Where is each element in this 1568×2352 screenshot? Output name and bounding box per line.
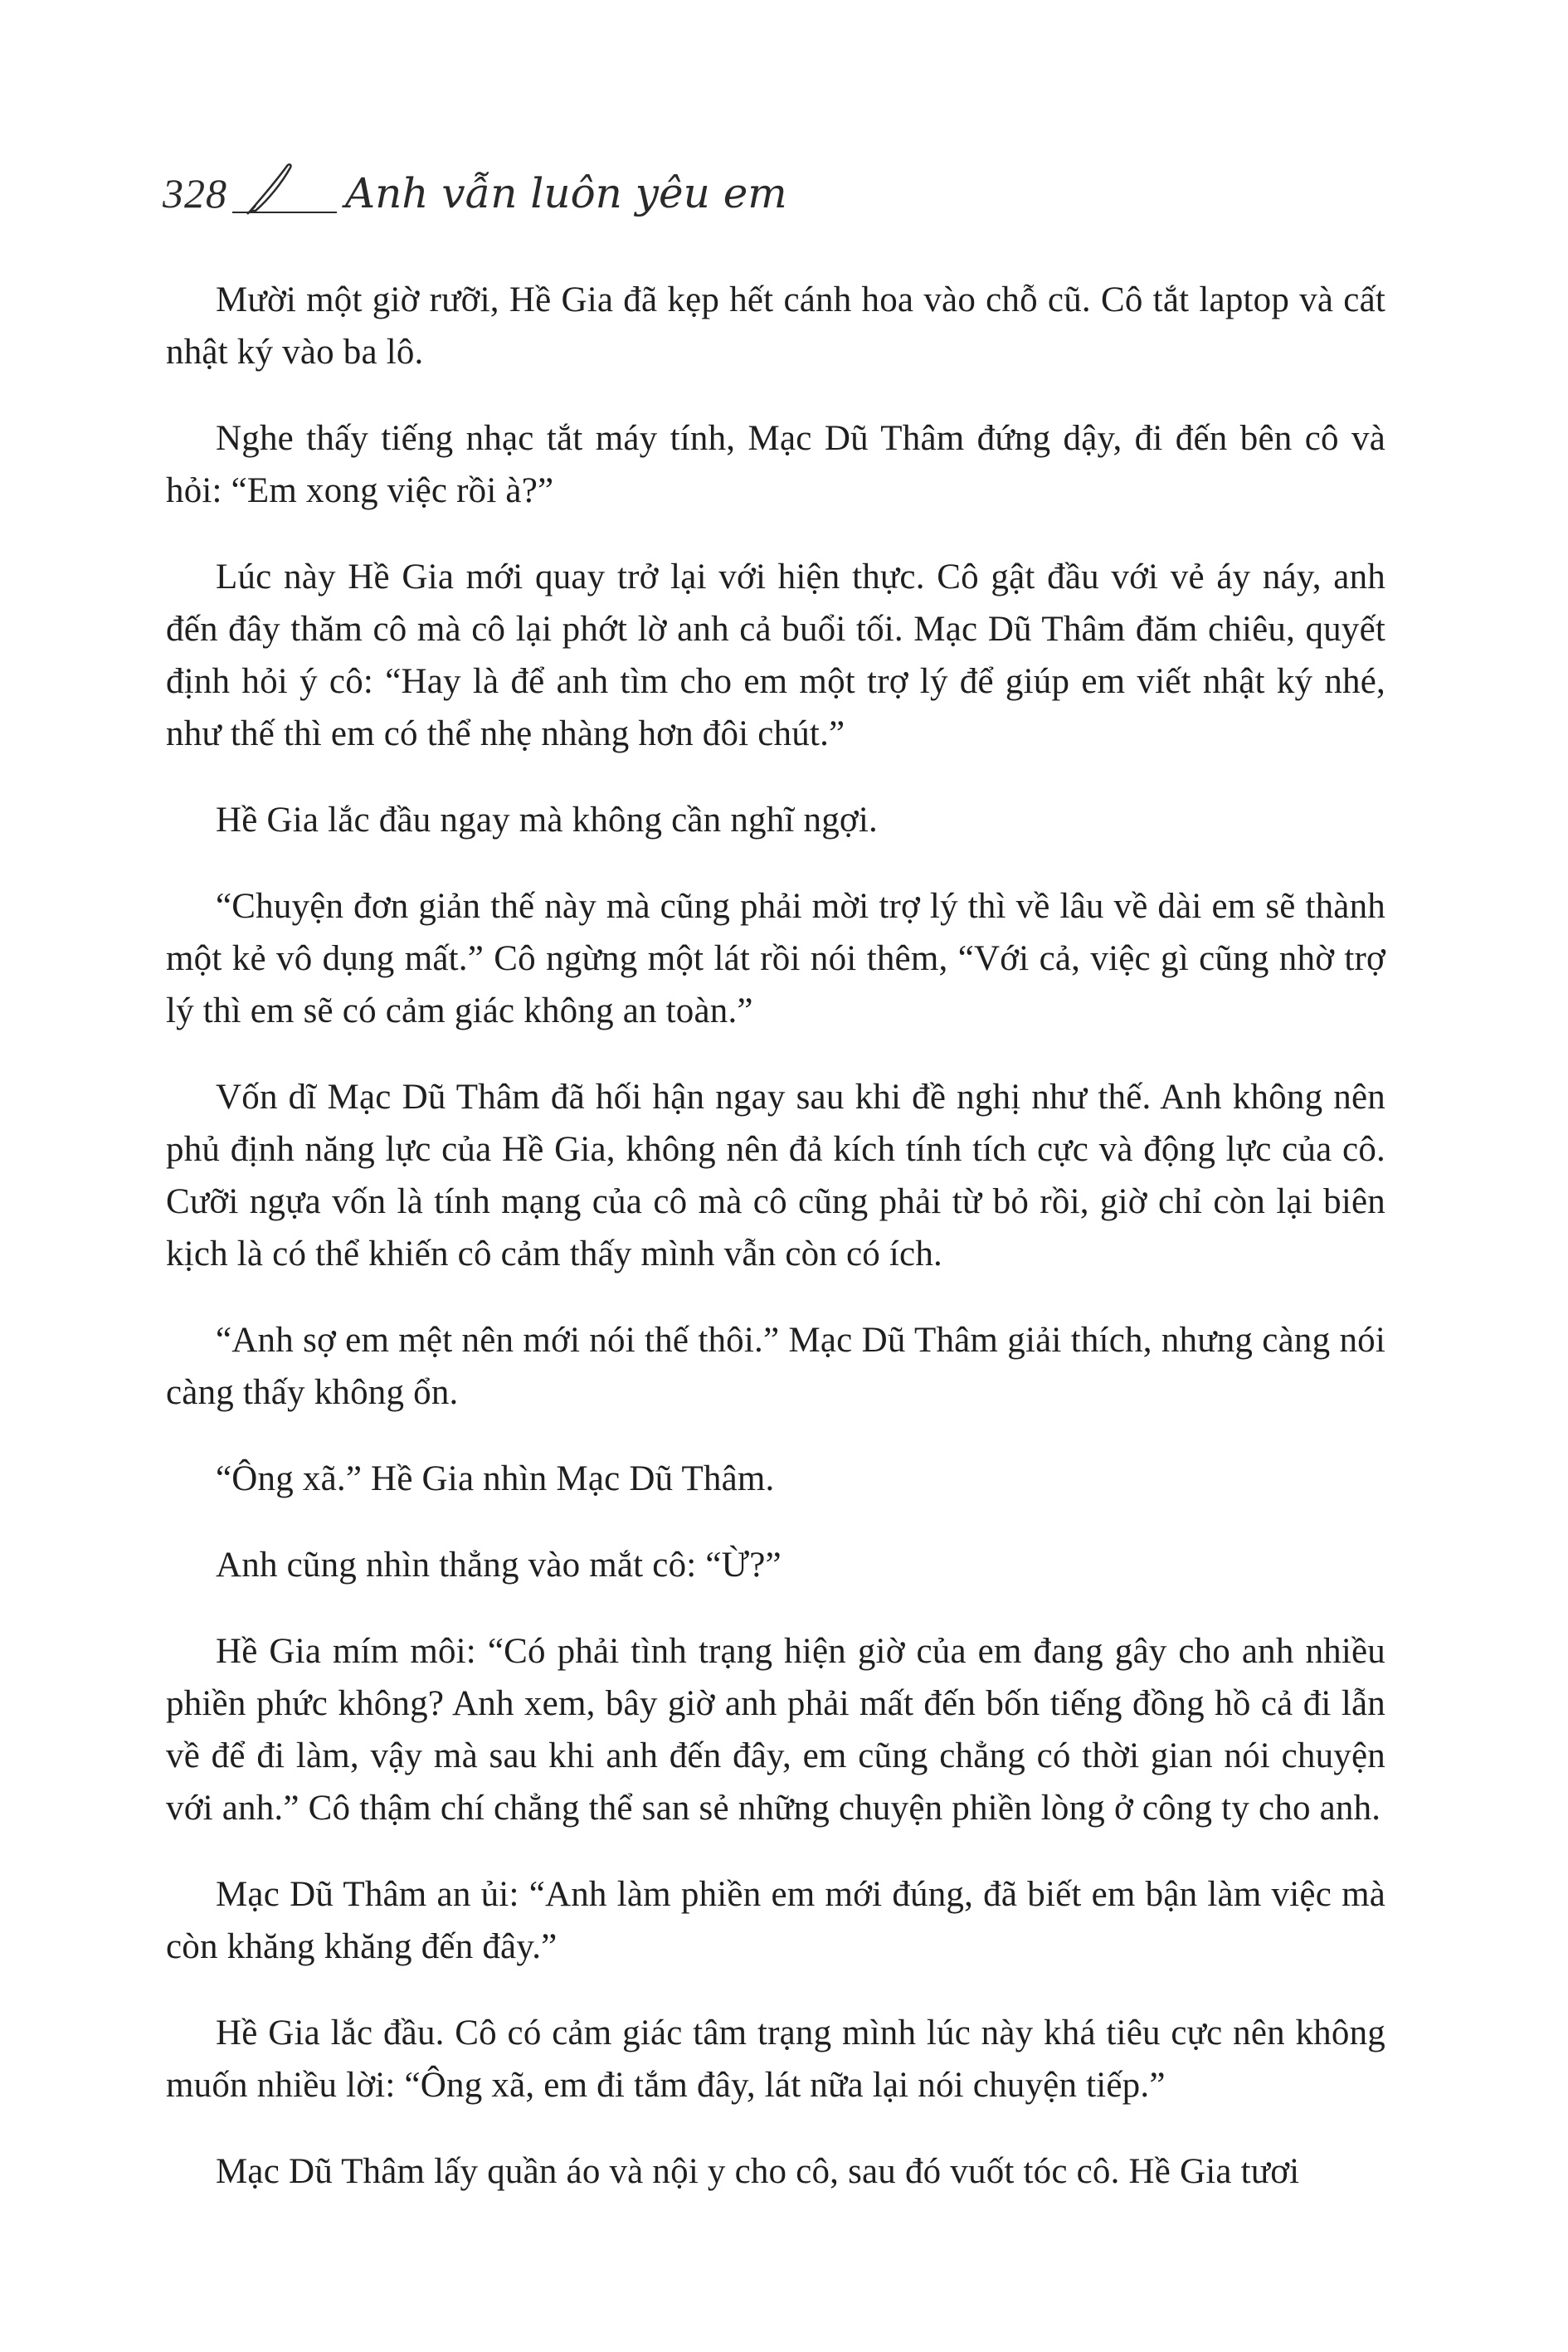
paragraph: “Anh sợ em mệt nên mới nói thế thôi.” Mạc Dũ Thâm giải thích, nhưng càng nói càng thấy không ổn. bbox=[166, 1321, 1385, 1412]
paragraph: Mười một giờ rưỡi, Hề Gia đã kẹp hết cánh hoa vào chỗ cũ. Cô tắt laptop và cất nhật ký vào ba lô. bbox=[166, 280, 1385, 372]
book-title: Anh vẫn luôn yêu em bbox=[345, 169, 787, 217]
paragraph: Hề Gia mím môi: “Có phải tình trạng hiện giờ của em đang gây cho anh nhiều phiền phức không? Anh xem, bây giờ anh phải mất đến bốn tiếng đồng hồ cả đi lẫn về để đi làm, vậy mà sau khi anh đến đây, em cũng chẳng có thời gian nói chuyện với anh.” Cô thậm chí chẳng thể san sẻ những chuyện phiền lòng ở công ty cho anh. bbox=[166, 1632, 1385, 1828]
body-text bbox=[166, 274, 1385, 2198]
page-number: 328 bbox=[163, 170, 227, 217]
paragraph: “Ông xã.” Hề Gia nhìn Mạc Dũ Thâm. bbox=[216, 1459, 775, 1498]
running-header bbox=[163, 148, 787, 217]
paragraph: Mạc Dũ Thâm an ủi: “Anh làm phiền em mới đúng, đã biết em bận làm việc mà còn khăng khăng đến đây.” bbox=[166, 1875, 1385, 1966]
pen-nib-icon bbox=[231, 159, 338, 217]
paragraph: “Chuyện đơn giản thế này mà cũng phải mời trợ lý thì về lâu về dài em sẽ thành một kẻ vô dụng mất.” Cô ngừng một lát rồi nói thêm, “Với cả, việc gì cũng nhờ trợ lý thì em sẽ có cảm giác không an toàn.” bbox=[166, 887, 1385, 1030]
paragraph: Hề Gia lắc đầu ngay mà không cần nghĩ ngợi. bbox=[216, 801, 878, 840]
paragraph: Anh cũng nhìn thẳng vào mắt cô: “Ừ?” bbox=[216, 1546, 782, 1585]
paragraph: Vốn dĩ Mạc Dũ Thâm đã hối hận ngay sau khi đề nghị như thế. Anh không nên phủ định năng lực của Hề Gia, không nên đả kích tính tích cực và động lực của cô. Cưỡi ngựa vốn là tính mạng của cô mà cô cũng phải từ bỏ rồi, giờ chỉ còn lại biên kịch là có thể khiến cô cảm thấy mình vẫn còn có ích. bbox=[166, 1078, 1385, 1273]
paragraph: Hề Gia lắc đầu. Cô có cảm giác tâm trạng mình lúc này khá tiêu cực nên không muốn nhiều lời: “Ông xã, em đi tắm đây, lát nữa lại nói chuyện tiếp.” bbox=[166, 2014, 1385, 2105]
paragraph: Lúc này Hề Gia mới quay trở lại với hiện thực. Cô gật đầu với vẻ áy náy, anh đến đây thăm cô mà cô lại phớt lờ anh cả buổi tối. Mạc Dũ Thâm đăm chiêu, quyết định hỏi ý cô: “Hay là để anh tìm cho em một trợ lý để giúp em viết nhật ký nhé, như thế thì em có thể nhẹ nhàng hơn đôi chút.” bbox=[166, 558, 1385, 753]
paragraph: Nghe thấy tiếng nhạc tắt máy tính, Mạc Dũ Thâm đứng dậy, đi đến bên cô và hỏi: “Em xong việc rồi à?” bbox=[166, 419, 1385, 510]
paragraph: Mạc Dũ Thâm lấy quần áo và nội y cho cô, sau đó vuốt tóc cô. Hề Gia tươi bbox=[216, 2152, 1300, 2191]
